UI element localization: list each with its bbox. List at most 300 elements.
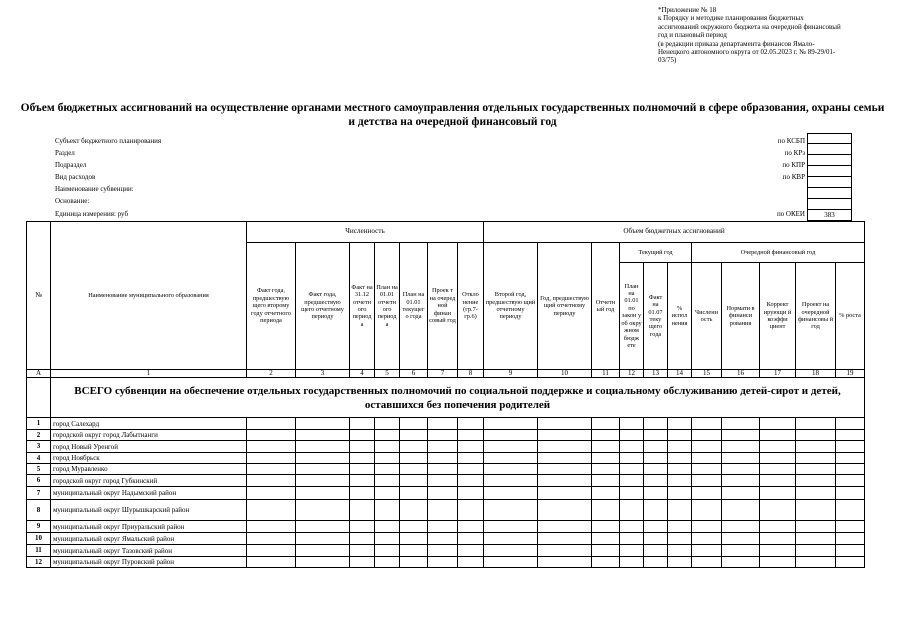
- table-row: [27, 475, 865, 487]
- value-cell: [538, 418, 592, 430]
- value-cell: [692, 418, 722, 430]
- value-cell: [796, 533, 836, 545]
- col-header-c19: % роста: [836, 263, 865, 370]
- note-line: ассигнований окружного бюджета на очередной финансовый: [658, 22, 841, 31]
- group-header-budget: Объем бюджетных ассигнований: [484, 222, 865, 243]
- value-cell: [760, 475, 796, 487]
- value-cell: [428, 430, 458, 441]
- value-cell: [620, 487, 644, 500]
- value-cell: [796, 441, 836, 453]
- municipality-name: муниципальный округ Надымский район: [51, 487, 247, 500]
- value-cell: [668, 487, 692, 500]
- table-row: [27, 521, 865, 533]
- row-number: 11: [27, 545, 51, 557]
- value-cell: [668, 418, 692, 430]
- value-cell: [296, 453, 350, 464]
- value-cell: [760, 533, 796, 545]
- value-cell: [760, 545, 796, 557]
- value-cell: [247, 430, 296, 441]
- municipality-name: муниципальный округ Ямальский район: [51, 533, 247, 545]
- value-cell: [722, 487, 760, 500]
- value-cell: [836, 430, 865, 441]
- row-number: 7: [27, 487, 51, 500]
- value-cell: [247, 521, 296, 533]
- value-cell: [400, 464, 428, 475]
- value-cell: [592, 487, 620, 500]
- col-number: 11: [592, 370, 620, 378]
- code-label-kpr: по КПР: [782, 161, 805, 169]
- table-row: [27, 418, 865, 430]
- value-cell: [796, 418, 836, 430]
- value-cell: [484, 521, 538, 533]
- appendix-note: [658, 6, 900, 65]
- col-header-c6: План на 01.01 текущег о года: [400, 243, 428, 370]
- value-cell: [375, 430, 400, 441]
- value-cell: [644, 487, 668, 500]
- col-header-c12: План на 01.01 по закон у об окру жном бюдж ете: [620, 263, 644, 370]
- code-box-empty-2: [807, 188, 852, 199]
- note-line: *Приложение № 18: [658, 6, 717, 14]
- value-cell: [375, 545, 400, 557]
- value-cell: [538, 453, 592, 464]
- value-cell: [296, 418, 350, 430]
- value-cell: [538, 475, 592, 487]
- municipality-name: муниципальный округ Пуровский район: [51, 557, 247, 568]
- meta-label-section: Раздел: [55, 149, 75, 157]
- col-number: 6: [400, 370, 428, 378]
- value-cell: [296, 430, 350, 441]
- col-header-c8: Откло нение (гр.7-гр.6): [458, 243, 484, 370]
- value-cell: [458, 521, 484, 533]
- value-cell: [760, 487, 796, 500]
- value-cell: [350, 487, 375, 500]
- value-cell: [296, 500, 350, 521]
- value-cell: [538, 557, 592, 568]
- value-cell: [592, 453, 620, 464]
- col-number: 8: [458, 370, 484, 378]
- value-cell: [620, 453, 644, 464]
- row-number: 3: [27, 441, 51, 453]
- row-number: 12: [27, 557, 51, 568]
- row-number: 9: [27, 521, 51, 533]
- value-cell: [836, 500, 865, 521]
- value-cell: [722, 430, 760, 441]
- value-cell: [247, 441, 296, 453]
- value-cell: [400, 487, 428, 500]
- note-line: Ненецкого автономного округа от 02.05.2023 г. № 89-29/01-: [658, 48, 836, 57]
- value-cell: [836, 521, 865, 533]
- value-cell: [247, 487, 296, 500]
- col-number: 9: [484, 370, 538, 378]
- value-cell: [350, 533, 375, 545]
- value-cell: [620, 557, 644, 568]
- value-cell: [722, 475, 760, 487]
- column-number-row: [27, 370, 865, 378]
- col-number: 15: [692, 370, 722, 378]
- value-cell: [796, 500, 836, 521]
- value-cell: [484, 441, 538, 453]
- value-cell: [692, 430, 722, 441]
- value-cell: [296, 521, 350, 533]
- value-cell: [692, 487, 722, 500]
- col-header-c10: Год, предшествую щий отчетному периоду: [538, 243, 592, 370]
- row-number: 8: [27, 500, 51, 521]
- col-header-c2: Факт года, предшествую щего второму году отчетного периода: [247, 243, 296, 370]
- col-number: 17: [760, 370, 796, 378]
- value-cell: [644, 533, 668, 545]
- value-cell: [722, 500, 760, 521]
- value-cell: [592, 430, 620, 441]
- value-cell: [458, 464, 484, 475]
- value-cell: [247, 533, 296, 545]
- value-cell: [592, 500, 620, 521]
- col-number: 4: [350, 370, 375, 378]
- municipality-name: город Новый Уренгой: [51, 441, 247, 453]
- value-cell: [484, 500, 538, 521]
- code-box-ksbp: [807, 133, 852, 144]
- col-header-c13: Факт на 01.07 теку щего года: [644, 263, 668, 370]
- value-cell: [428, 453, 458, 464]
- col-number: 16: [722, 370, 760, 378]
- table-row: [27, 464, 865, 475]
- value-cell: [247, 545, 296, 557]
- group-header-headcount: Численность: [247, 222, 484, 243]
- value-cell: [836, 533, 865, 545]
- value-cell: [668, 475, 692, 487]
- value-cell: [375, 533, 400, 545]
- col-header-c7: Проек т на очеред ной финан совый год: [428, 243, 458, 370]
- code-label-ksbp: по КСБП: [777, 137, 805, 145]
- section-row: [27, 378, 865, 418]
- value-cell: [350, 521, 375, 533]
- value-cell: [836, 464, 865, 475]
- value-cell: [592, 521, 620, 533]
- code-label-okei: по ОКЕИ: [776, 210, 805, 218]
- value-cell: [296, 475, 350, 487]
- value-cell: [350, 557, 375, 568]
- value-cell: [722, 557, 760, 568]
- budget-table: [26, 221, 865, 568]
- col-header-c5: План на 01.01 отчетн ого период а: [375, 243, 400, 370]
- value-cell: [620, 441, 644, 453]
- value-cell: [458, 475, 484, 487]
- value-cell: [428, 533, 458, 545]
- value-cell: [350, 430, 375, 441]
- municipality-name: городской округ город Лабытнанги: [51, 430, 247, 441]
- value-cell: [458, 418, 484, 430]
- col-number: 18: [796, 370, 836, 378]
- value-cell: [796, 521, 836, 533]
- col-header-name: Наименование муниципального образования: [51, 222, 247, 370]
- municipality-name: городской округ город Губкинский: [51, 475, 247, 487]
- col-number: 13: [644, 370, 668, 378]
- col-number: 7: [428, 370, 458, 378]
- value-cell: [692, 475, 722, 487]
- section-title: ВСЕГО субвенции на обеспечение отдельных государственных полномочий по социальной поддержке и социальному обслуживанию детей-сирот и детей, оставшихся без попечения родителей: [51, 378, 865, 418]
- table-row: [27, 533, 865, 545]
- value-cell: [296, 557, 350, 568]
- col-number: 10: [538, 370, 592, 378]
- value-cell: [692, 441, 722, 453]
- value-cell: [428, 418, 458, 430]
- value-cell: [375, 464, 400, 475]
- note-line: (в редакции приказа департамента финансов Ямало-: [658, 39, 815, 48]
- row-number: 10: [27, 533, 51, 545]
- municipality-name: муниципальный округ Шурышкарский район: [51, 500, 247, 521]
- value-cell: [538, 521, 592, 533]
- value-cell: [796, 430, 836, 441]
- value-cell: [428, 475, 458, 487]
- value-cell: [692, 533, 722, 545]
- section-no-cell: [27, 378, 51, 418]
- value-cell: [644, 545, 668, 557]
- value-cell: [458, 430, 484, 441]
- value-cell: [428, 464, 458, 475]
- value-cell: [296, 487, 350, 500]
- value-cell: [620, 430, 644, 441]
- value-cell: [247, 557, 296, 568]
- document-title: Объем бюджетных ассигнований на осуществление органами местного самоуправления отдельных государственных полномочий в сфере образования, охраны семьи и детства на очередной финансовый год: [20, 102, 885, 128]
- code-box-krz: [807, 144, 852, 155]
- value-cell: [644, 521, 668, 533]
- value-cell: [836, 453, 865, 464]
- col-header-c16: Нормати в финанси рования: [722, 263, 760, 370]
- value-cell: [375, 418, 400, 430]
- col-header-c18: Проект на очередной финансовы й год: [796, 263, 836, 370]
- value-cell: [428, 500, 458, 521]
- value-cell: [722, 545, 760, 557]
- value-cell: [428, 441, 458, 453]
- meta-label-subvention: Наименование субвенции:: [55, 185, 134, 193]
- value-cell: [668, 500, 692, 521]
- col-number: 12: [620, 370, 644, 378]
- value-cell: [428, 487, 458, 500]
- col-header-c4: Факт на 31.12 отчетн ого период а: [350, 243, 375, 370]
- row-number: 2: [27, 430, 51, 441]
- value-cell: [760, 521, 796, 533]
- value-cell: [722, 533, 760, 545]
- value-cell: [644, 418, 668, 430]
- value-cell: [458, 441, 484, 453]
- col-header-no: №: [27, 222, 51, 370]
- value-cell: [592, 475, 620, 487]
- value-cell: [722, 418, 760, 430]
- value-cell: [538, 500, 592, 521]
- value-cell: [458, 453, 484, 464]
- value-cell: [400, 453, 428, 464]
- value-cell: [620, 545, 644, 557]
- col-number: А: [27, 370, 51, 378]
- value-cell: [400, 418, 428, 430]
- note-line: 03/75): [658, 56, 677, 65]
- value-cell: [484, 430, 538, 441]
- value-cell: [620, 500, 644, 521]
- value-cell: [692, 557, 722, 568]
- row-number: 5: [27, 464, 51, 475]
- municipality-name: город Муравленко: [51, 464, 247, 475]
- col-header-c9: Второй год, предшествую щий отчетному периоду: [484, 243, 538, 370]
- value-cell: [722, 441, 760, 453]
- value-cell: [668, 521, 692, 533]
- value-cell: [458, 557, 484, 568]
- col-header-c15: Численн ость: [692, 263, 722, 370]
- value-cell: [592, 464, 620, 475]
- value-cell: [668, 441, 692, 453]
- value-cell: [796, 487, 836, 500]
- municipality-name: муниципальный округ Тазовский район: [51, 545, 247, 557]
- value-cell: [350, 545, 375, 557]
- value-cell: [484, 545, 538, 557]
- value-cell: [375, 453, 400, 464]
- value-cell: [836, 545, 865, 557]
- table-row: [27, 557, 865, 568]
- value-cell: [428, 545, 458, 557]
- code-box-kpr: [807, 155, 852, 166]
- value-cell: [836, 441, 865, 453]
- value-cell: [644, 464, 668, 475]
- table-row: [27, 430, 865, 441]
- value-cell: [428, 521, 458, 533]
- value-cell: [692, 453, 722, 464]
- value-cell: [796, 475, 836, 487]
- col-header-c3: Факт года, предшествую щего отчетному периоду: [296, 243, 350, 370]
- value-cell: [692, 500, 722, 521]
- value-cell: [375, 500, 400, 521]
- value-cell: [538, 533, 592, 545]
- value-cell: [538, 487, 592, 500]
- municipality-name: город Салехард: [51, 418, 247, 430]
- meta-label-subject: Субъект бюджетного планирования: [55, 137, 162, 145]
- meta-label-subsection: Подраздел: [55, 161, 87, 169]
- value-cell: [400, 475, 428, 487]
- value-cell: [400, 441, 428, 453]
- value-cell: [836, 487, 865, 500]
- value-cell: [484, 475, 538, 487]
- value-cell: [247, 500, 296, 521]
- value-cell: [538, 464, 592, 475]
- table-row: [27, 453, 865, 464]
- value-cell: [350, 475, 375, 487]
- code-box-empty-1: [807, 177, 852, 188]
- value-cell: [247, 475, 296, 487]
- value-cell: [592, 533, 620, 545]
- table-row: [27, 545, 865, 557]
- value-cell: [458, 487, 484, 500]
- value-cell: [400, 521, 428, 533]
- value-cell: [350, 453, 375, 464]
- subgroup-header-current-year: Текущий год: [620, 243, 692, 263]
- value-cell: [375, 475, 400, 487]
- value-cell: [620, 464, 644, 475]
- value-cell: [760, 500, 796, 521]
- value-cell: [375, 557, 400, 568]
- note-line: к Порядку и методике планирования бюджетных: [658, 14, 804, 23]
- value-cell: [247, 418, 296, 430]
- col-number: 3: [296, 370, 350, 378]
- value-cell: [760, 418, 796, 430]
- value-cell: [350, 464, 375, 475]
- meta-label-basis: Основание:: [55, 197, 90, 205]
- col-header-c14: % испол нения: [668, 263, 692, 370]
- value-cell: [644, 557, 668, 568]
- value-cell: [296, 533, 350, 545]
- value-cell: [644, 475, 668, 487]
- value-cell: [620, 521, 644, 533]
- col-number: 2: [247, 370, 296, 378]
- value-cell: [592, 545, 620, 557]
- code-box-empty-3: [807, 199, 852, 210]
- code-box-okei: 383: [807, 210, 852, 221]
- value-cell: [375, 441, 400, 453]
- value-cell: [668, 430, 692, 441]
- municipality-name: муниципальный округ Приуральский район: [51, 521, 247, 533]
- value-cell: [428, 557, 458, 568]
- code-label-kvr: по КВР: [782, 173, 805, 181]
- value-cell: [760, 557, 796, 568]
- row-number: 4: [27, 453, 51, 464]
- value-cell: [400, 545, 428, 557]
- value-cell: [538, 430, 592, 441]
- value-cell: [760, 441, 796, 453]
- value-cell: [538, 441, 592, 453]
- value-cell: [592, 441, 620, 453]
- row-number: 1: [27, 418, 51, 430]
- value-cell: [836, 418, 865, 430]
- value-cell: [836, 475, 865, 487]
- value-cell: [484, 533, 538, 545]
- value-cell: [796, 453, 836, 464]
- value-cell: [592, 557, 620, 568]
- value-cell: [692, 521, 722, 533]
- value-cell: [296, 441, 350, 453]
- value-cell: [722, 464, 760, 475]
- data-rows: [27, 418, 865, 568]
- meta-label-expense-type: Вид расходов: [55, 173, 96, 181]
- value-cell: [484, 418, 538, 430]
- value-cell: [484, 464, 538, 475]
- value-cell: [296, 545, 350, 557]
- value-cell: [692, 545, 722, 557]
- value-cell: [836, 557, 865, 568]
- value-cell: [668, 453, 692, 464]
- meta-label-unit: Единица измерения: руб: [55, 210, 129, 218]
- subgroup-header-next-year: Очередной финансовый год: [692, 243, 865, 263]
- value-cell: [350, 500, 375, 521]
- value-cell: [484, 453, 538, 464]
- value-cell: [668, 533, 692, 545]
- value-cell: [620, 533, 644, 545]
- header-row-1: [27, 222, 865, 243]
- row-number: 6: [27, 475, 51, 487]
- value-cell: [592, 418, 620, 430]
- value-cell: [484, 487, 538, 500]
- value-cell: [458, 545, 484, 557]
- value-cell: [484, 557, 538, 568]
- value-cell: [668, 464, 692, 475]
- col-number: 14: [668, 370, 692, 378]
- value-cell: [350, 441, 375, 453]
- value-cell: [760, 453, 796, 464]
- value-cell: [620, 475, 644, 487]
- value-cell: [400, 533, 428, 545]
- col-header-c11: Отчетн ый год: [592, 243, 620, 370]
- table-row: [27, 500, 865, 521]
- value-cell: [400, 430, 428, 441]
- value-cell: [760, 430, 796, 441]
- value-cell: [668, 557, 692, 568]
- value-cell: [644, 441, 668, 453]
- value-cell: [644, 453, 668, 464]
